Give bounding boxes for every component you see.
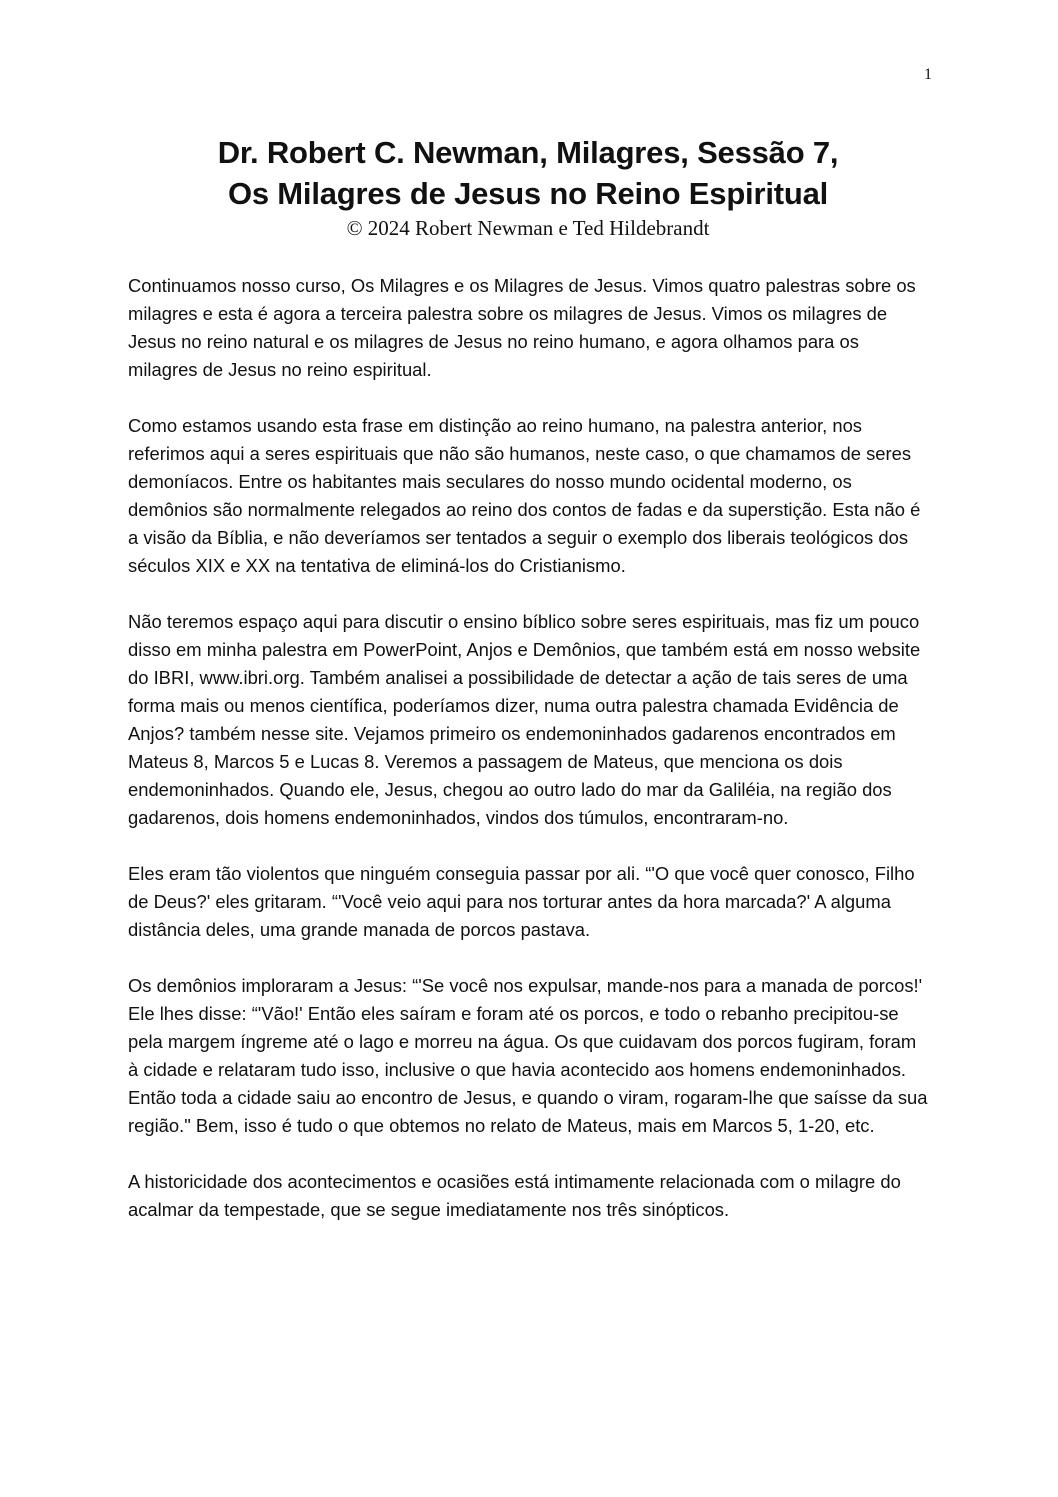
page-number: 1 — [924, 66, 932, 83]
paragraph: Eles eram tão violentos que ninguém conseguia passar por ali. “'O que você quer conosco, Filho de Deus?' eles gritaram. “'Você veio aqui para nos torturar antes da hora marcada?' A alguma distância deles, uma grande manada de porcos pastava. — [128, 863, 915, 940]
paragraph: Continuamos nosso curso, Os Milagres e os Milagres de Jesus. Vimos quatro palestras sobre os milagres e esta é agora a terceira palestra sobre os milagres de Jesus. Vimos os milagres de Jesus no reino natural e os milagres de Jesus no reino humano, e agora olhamos para os milagres de Jesus no reino espiritual. — [128, 275, 916, 380]
document-title-line-1: Dr. Robert C. Newman, Milagres, Sessão 7, — [217, 135, 839, 170]
document-body — [128, 272, 928, 1252]
paragraph: Os demônios imploraram a Jesus: “'Se você nos expulsar, mande-nos para a manada de porcos!' Ele lhes disse: “'Vão!' Então eles saíram e foram até os porcos, e todo o rebanho precipitou-se pela margem íngreme até o lago e morreu na água. Os que cuidavam dos porcos fugiram, foram à cidade e relataram tudo isso, inclusive o que havia acontecido aos homens endemoninhados. Então toda a cidade saiu ao encontro de Jesus, e quando o viram, rogaram-lhe que saísse da sua região." Bem, isso é tudo o que obtemos no relato de Mateus, mais em Marcos 5, 1-20, etc. — [128, 975, 928, 1136]
copyright-notice: © 2024 Robert Newman e Ted Hildebrandt — [346, 216, 710, 240]
paragraph: Não teremos espaço aqui para discutir o ensino bíblico sobre seres espirituais, mas fiz um pouco disso em minha palestra em PowerPoint, Anjos e Demônios, que também está em nosso website do IBRI, www.ibri.org. Também analisei a possibilidade de detectar a ação de tais seres de uma forma mais ou menos científica, poderíamos dizer, numa outra palestra chamada Evidência de Anjos? também nesse site. Vejamos primeiro os endemoninhados gadarenos encontrados em Mateus 8, Marcos 5 e Lucas 8. Veremos a passagem de Mateus, que menciona os dois endemoninhados. Quando ele, Jesus, chegou ao outro lado do mar da Galiléia, na região dos gadarenos, dois homens endemoninhados, vindos dos túmulos, encontraram-no. — [128, 611, 921, 828]
document-header — [128, 132, 928, 241]
document-title-line-2: Os Milagres de Jesus no Reino Espiritual — [227, 176, 829, 211]
paragraph: Como estamos usando esta frase em distinção ao reino humano, na palestra anterior, nos referimos aqui a seres espirituais que não são humanos, neste caso, o que chamamos de seres demoníacos. Entre os habitantes mais seculares do nosso mundo ocidental moderno, os demônios são normalmente relegados ao reino dos contos de fadas e da superstição. Esta não é a visão da Bíblia, e não deveríamos ser tentados a seguir o exemplo dos liberais teológicos dos séculos XIX e XX na tentativa de eliminá-los do Cristianismo. — [128, 415, 921, 576]
paragraph: A historicidade dos acontecimentos e ocasiões está intimamente relacionada com o milagre do acalmar da tempestade, que se segue imediatamente nos três sinópticos. — [128, 1171, 901, 1220]
